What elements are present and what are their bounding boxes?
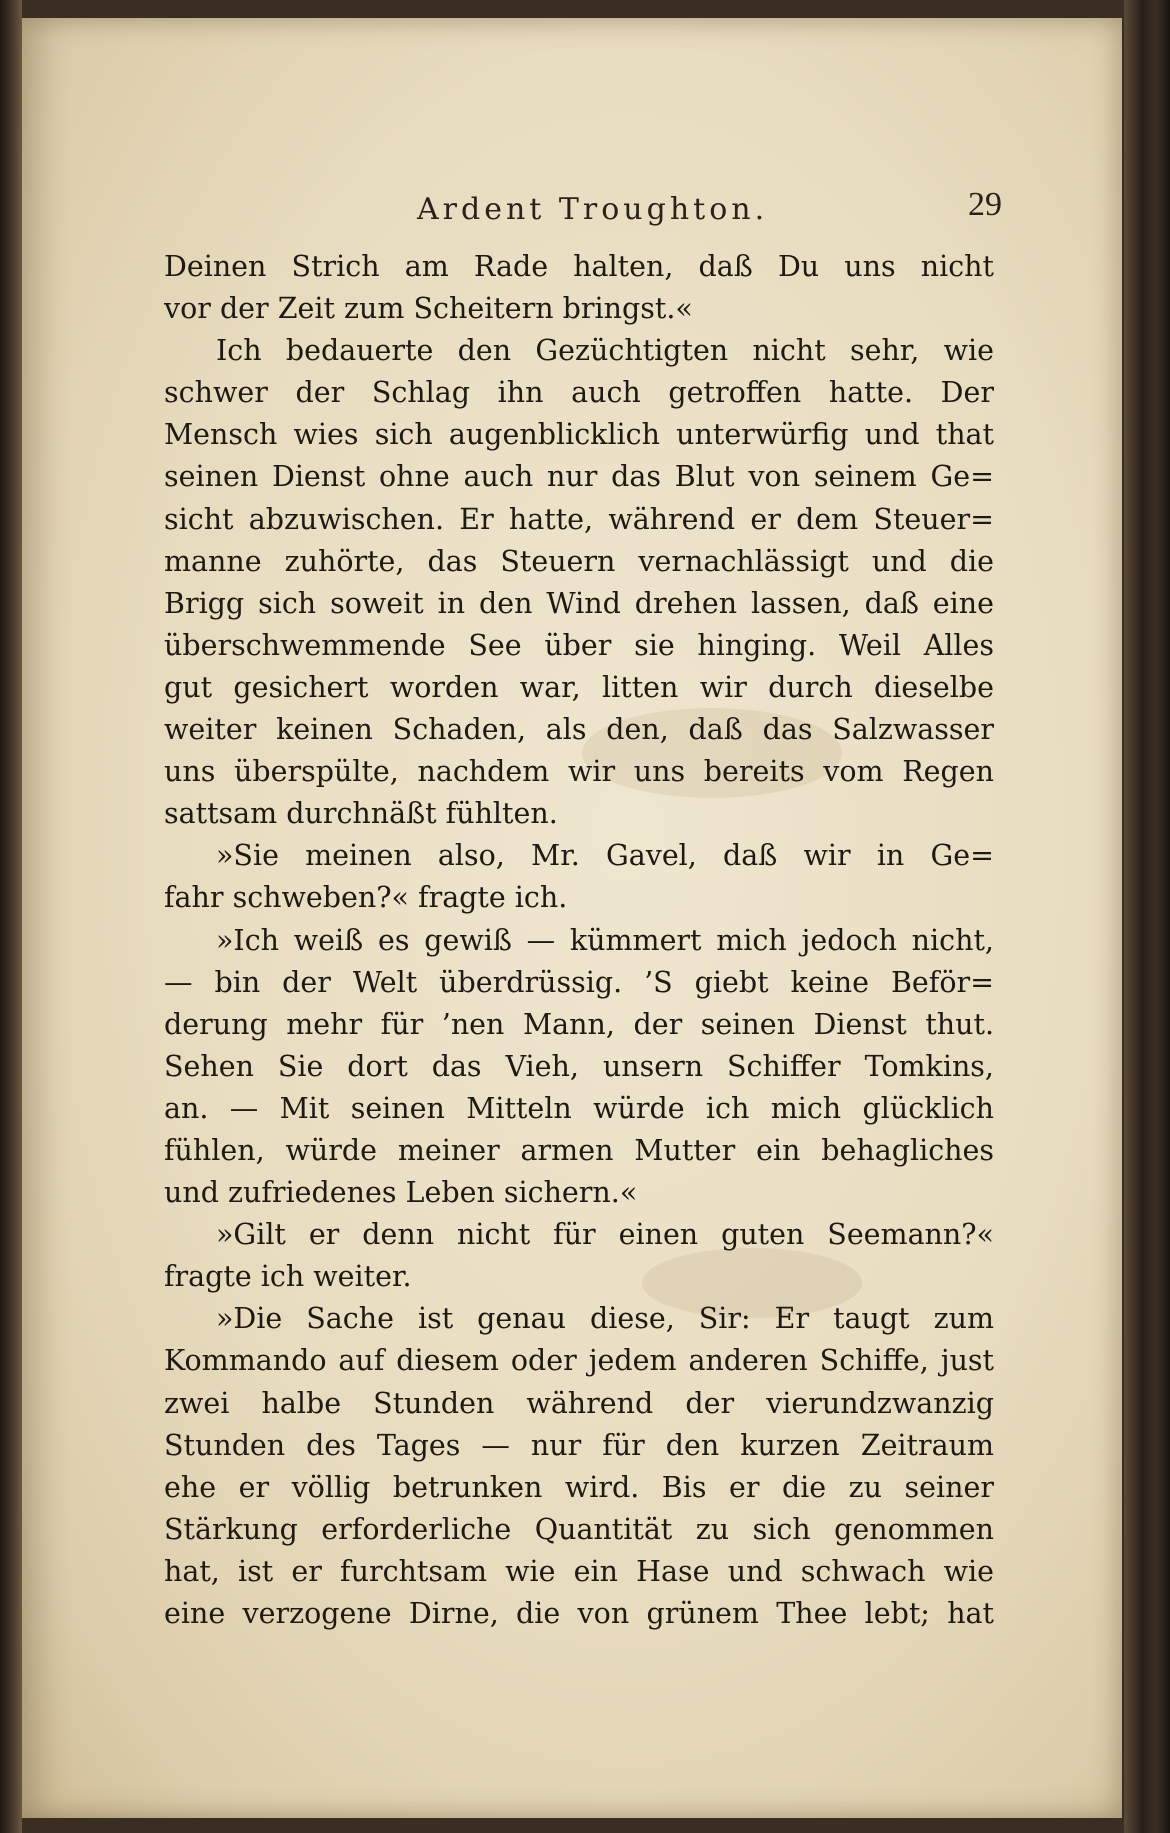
text-line: »Sie meinen also, Mr. Gavel, daß wir in Ge= xyxy=(216,839,994,873)
book-page xyxy=(22,18,1122,1818)
text-line: gut gesichert worden war, litten wir durch dieselbe xyxy=(164,670,994,704)
text-line: zwei halbe Stunden während der vierundzwanzig xyxy=(164,1386,994,1420)
text-line: Deinen Strich am Rade halten, daß Du uns nicht xyxy=(164,250,994,283)
text-line: derung mehr für ’nen Mann, der seinen Dienst thut. xyxy=(164,1007,994,1041)
page-header xyxy=(162,186,1002,238)
body-text xyxy=(164,246,994,1635)
text-line: eine verzogene Dirne, die von grünem Thee lebt; hat xyxy=(164,1597,994,1630)
text-line: sicht abzuwischen. Er hatte, während er dem Steuer= xyxy=(164,502,994,536)
text-line: fragte ich weiter. xyxy=(164,1260,412,1294)
text-line: hat, ist er furchtsam wie ein Hase und schwach wie xyxy=(164,1554,994,1588)
text-line: »Ich weiß es gewiß — kümmert mich jedoch nicht, xyxy=(216,923,994,957)
running-title: Ardent Troughton. xyxy=(417,192,769,227)
text-line: Stunden des Tages — nur für den kurzen Zeitraum xyxy=(164,1428,994,1462)
text-line: an. — Mit seinen Mitteln würde ich mich glücklich xyxy=(164,1091,994,1125)
text-line: weiter keinen Schaden, als den, daß das Salzwasser xyxy=(164,713,994,747)
text-line: Kommando auf diesem oder jedem anderen Schiffe, just xyxy=(164,1344,994,1378)
text-line: Stärkung erforderliche Quantität zu sich genommen xyxy=(164,1512,994,1546)
text-line: Mensch wies sich augenblicklich unterwürfig und that xyxy=(164,418,994,452)
text-line: »Die Sache ist genau diese, Sir: Er taugt zum xyxy=(216,1302,994,1336)
text-line: uns überspülte, nachdem wir uns bereits vom Regen xyxy=(164,755,994,789)
text-line: schwer der Schlag ihn auch getroffen hatte. Der xyxy=(164,376,994,410)
text-line: überschwemmende See über sie hinging. Weil Alles xyxy=(164,628,994,662)
text-line: Sehen Sie dort das Vieh, unsern Schiffer Tomkins, xyxy=(164,1049,994,1083)
text-line: manne zuhörte, das Steuern vernachlässigt und die xyxy=(164,544,994,578)
text-line: seinen Dienst ohne auch nur das Blut von seinem Ge= xyxy=(164,460,994,494)
text-line: ehe er völlig betrunken wird. Bis er die zu seiner xyxy=(164,1470,994,1504)
book-spine-edge xyxy=(0,0,22,1833)
text-line: sattsam durchnäßt fühlten. xyxy=(164,797,558,831)
text-line: und zufriedenes Leben sichern.« xyxy=(164,1176,638,1210)
text-line: — bin der Welt überdrüssig. ’S giebt keine Beför= xyxy=(164,965,994,999)
text-line: fühlen, würde meiner armen Mutter ein behagliches xyxy=(164,1133,994,1167)
text-line: »Gilt er denn nicht für einen guten Seemann?« xyxy=(216,1218,994,1252)
book-cover-edge xyxy=(1124,0,1170,1833)
text-line: vor der Zeit zum Scheitern bringst.« xyxy=(164,292,693,326)
text-line: fahr schweben?« fragte ich. xyxy=(164,881,568,915)
page-number: 29 xyxy=(968,186,1002,223)
text-line: Brigg sich soweit in den Wind drehen lassen, daß eine xyxy=(164,586,994,620)
text-line: Ich bedauerte den Gezüchtigten nicht sehr, wie xyxy=(216,334,994,368)
